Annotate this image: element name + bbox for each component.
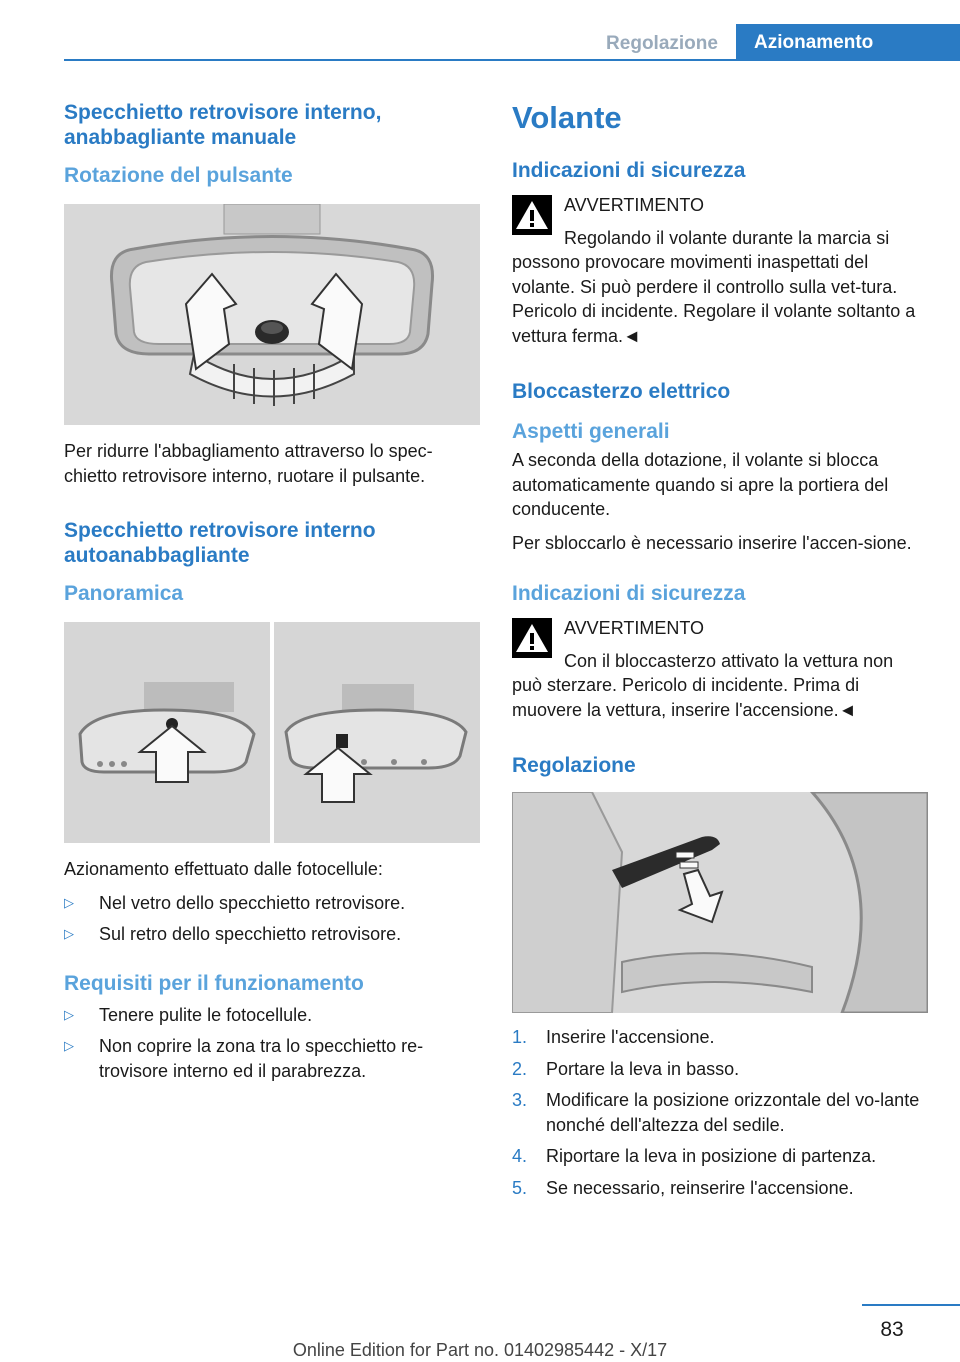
figure-auto-mirror — [64, 622, 480, 843]
warning-label: AVVERTIMENTO — [564, 618, 705, 638]
warning-label: AVVERTIMENTO — [564, 195, 705, 215]
heading-steering-lock: Bloccasterzo elettrico — [512, 380, 731, 403]
warning-triangle-icon — [512, 618, 552, 658]
heading-requirements: Requisiti per il funzionamento — [64, 971, 364, 995]
warning-triangle-icon — [512, 195, 552, 235]
page-number: 83 — [880, 1318, 904, 1341]
footer-edition: Online Edition for Part no. 01402985442 - X/17 — [292, 1340, 668, 1360]
steering-lever-illustration — [512, 792, 928, 1013]
triangle-bullet-icon: ▷ — [64, 926, 74, 941]
paragraph-photocells: Azionamento effettuato dalle fotocellule: — [64, 859, 383, 879]
heading-rotation: Rotazione del pulsante — [64, 164, 293, 187]
list-item: ▷ Nel vetro dello specchietto retrovisore. — [64, 891, 480, 916]
left-column — [64, 100, 480, 1090]
list-item: ▷ Sul retro dello specchietto retrovisore. — [64, 922, 480, 947]
tab-regolazione[interactable]: Regolazione — [606, 33, 718, 54]
list-item: 2. Portare la leva in basso. — [512, 1058, 740, 1079]
heading-safety-1: Indicazioni di sicurezza — [512, 159, 746, 182]
header-rule — [64, 59, 960, 61]
paragraph-general-2: Per sbloccarlo è necessario inserire l'accen-sione. — [512, 532, 912, 553]
figure-steering-lever — [512, 792, 928, 1013]
heading-safety-2: Indicazioni di sicurezza — [512, 582, 746, 605]
photocell-list — [64, 891, 480, 947]
paragraph-rotation: Per ridurre l'abbagliamento attraverso lo spec-chietto retrovisore interno, ruotare il pulsante. — [64, 441, 433, 486]
footer-rule — [862, 1304, 960, 1306]
paragraph-general-1: A seconda della dotazione, il volante si blocca automaticamente quando si apre la portiera del conducente. — [512, 450, 889, 519]
list-item: 5. Se necessario, reinserire l'accensione. — [512, 1177, 854, 1198]
requirements-list — [64, 1003, 480, 1084]
warning-block-2 — [512, 616, 928, 641]
figure-manual-mirror — [64, 204, 480, 425]
list-item: ▷ Non coprire la zona tra lo specchietto re-trovisore interno ed il parabrezza. — [64, 1036, 424, 1081]
list-item: 1. Inserire l'accensione. — [512, 1027, 715, 1047]
mirror-knob-illustration — [64, 204, 480, 425]
triangle-bullet-icon: ▷ — [64, 894, 74, 910]
heading-adjustment: Regolazione — [512, 754, 636, 777]
heading-steering-wheel: Volante — [512, 100, 622, 135]
list-item: ▷ Tenere pulite le fotocellule. — [64, 1003, 480, 1028]
page-header — [0, 0, 960, 62]
heading-general: Aspetti generali — [512, 420, 670, 443]
warning-block-1 — [512, 193, 928, 218]
adjustment-steps — [512, 1025, 928, 1200]
triangle-bullet-icon: ▷ — [64, 1006, 74, 1022]
auto-mirror-illustration — [64, 622, 480, 843]
heading-auto-dimming: Specchietto retrovisore interno autoanabbagliante — [64, 519, 376, 567]
heading-overview: Panoramica — [64, 582, 184, 605]
right-column — [512, 100, 928, 1207]
heading-manual-mirror: Specchietto retrovisore interno, anabbagliante manuale — [64, 101, 382, 149]
triangle-bullet-icon: ▷ — [64, 1038, 74, 1053]
list-item: 4. Riportare la leva in posizione di partenza. — [512, 1146, 877, 1166]
list-item: 3. Modificare la posizione orizzontale del vo-lante nonché dell'altezza del sedile. — [512, 1090, 920, 1135]
warning-text-1: Regolando il volante durante la marcia si possono provocare movimenti inaspettati del volante. Si può perdere il controllo sulla vet-tura. Pericolo di incidente. Regolare il volante soltanto a vettura ferma.◄ — [512, 227, 916, 346]
tab-azionamento[interactable]: Azionamento — [736, 24, 960, 61]
warning-text-2: Con il bloccasterzo attivato la vettura non può sterzare. Pericolo di incidente. Prima di muovere la vettura, inserire l'accensione.◄ — [512, 650, 894, 720]
